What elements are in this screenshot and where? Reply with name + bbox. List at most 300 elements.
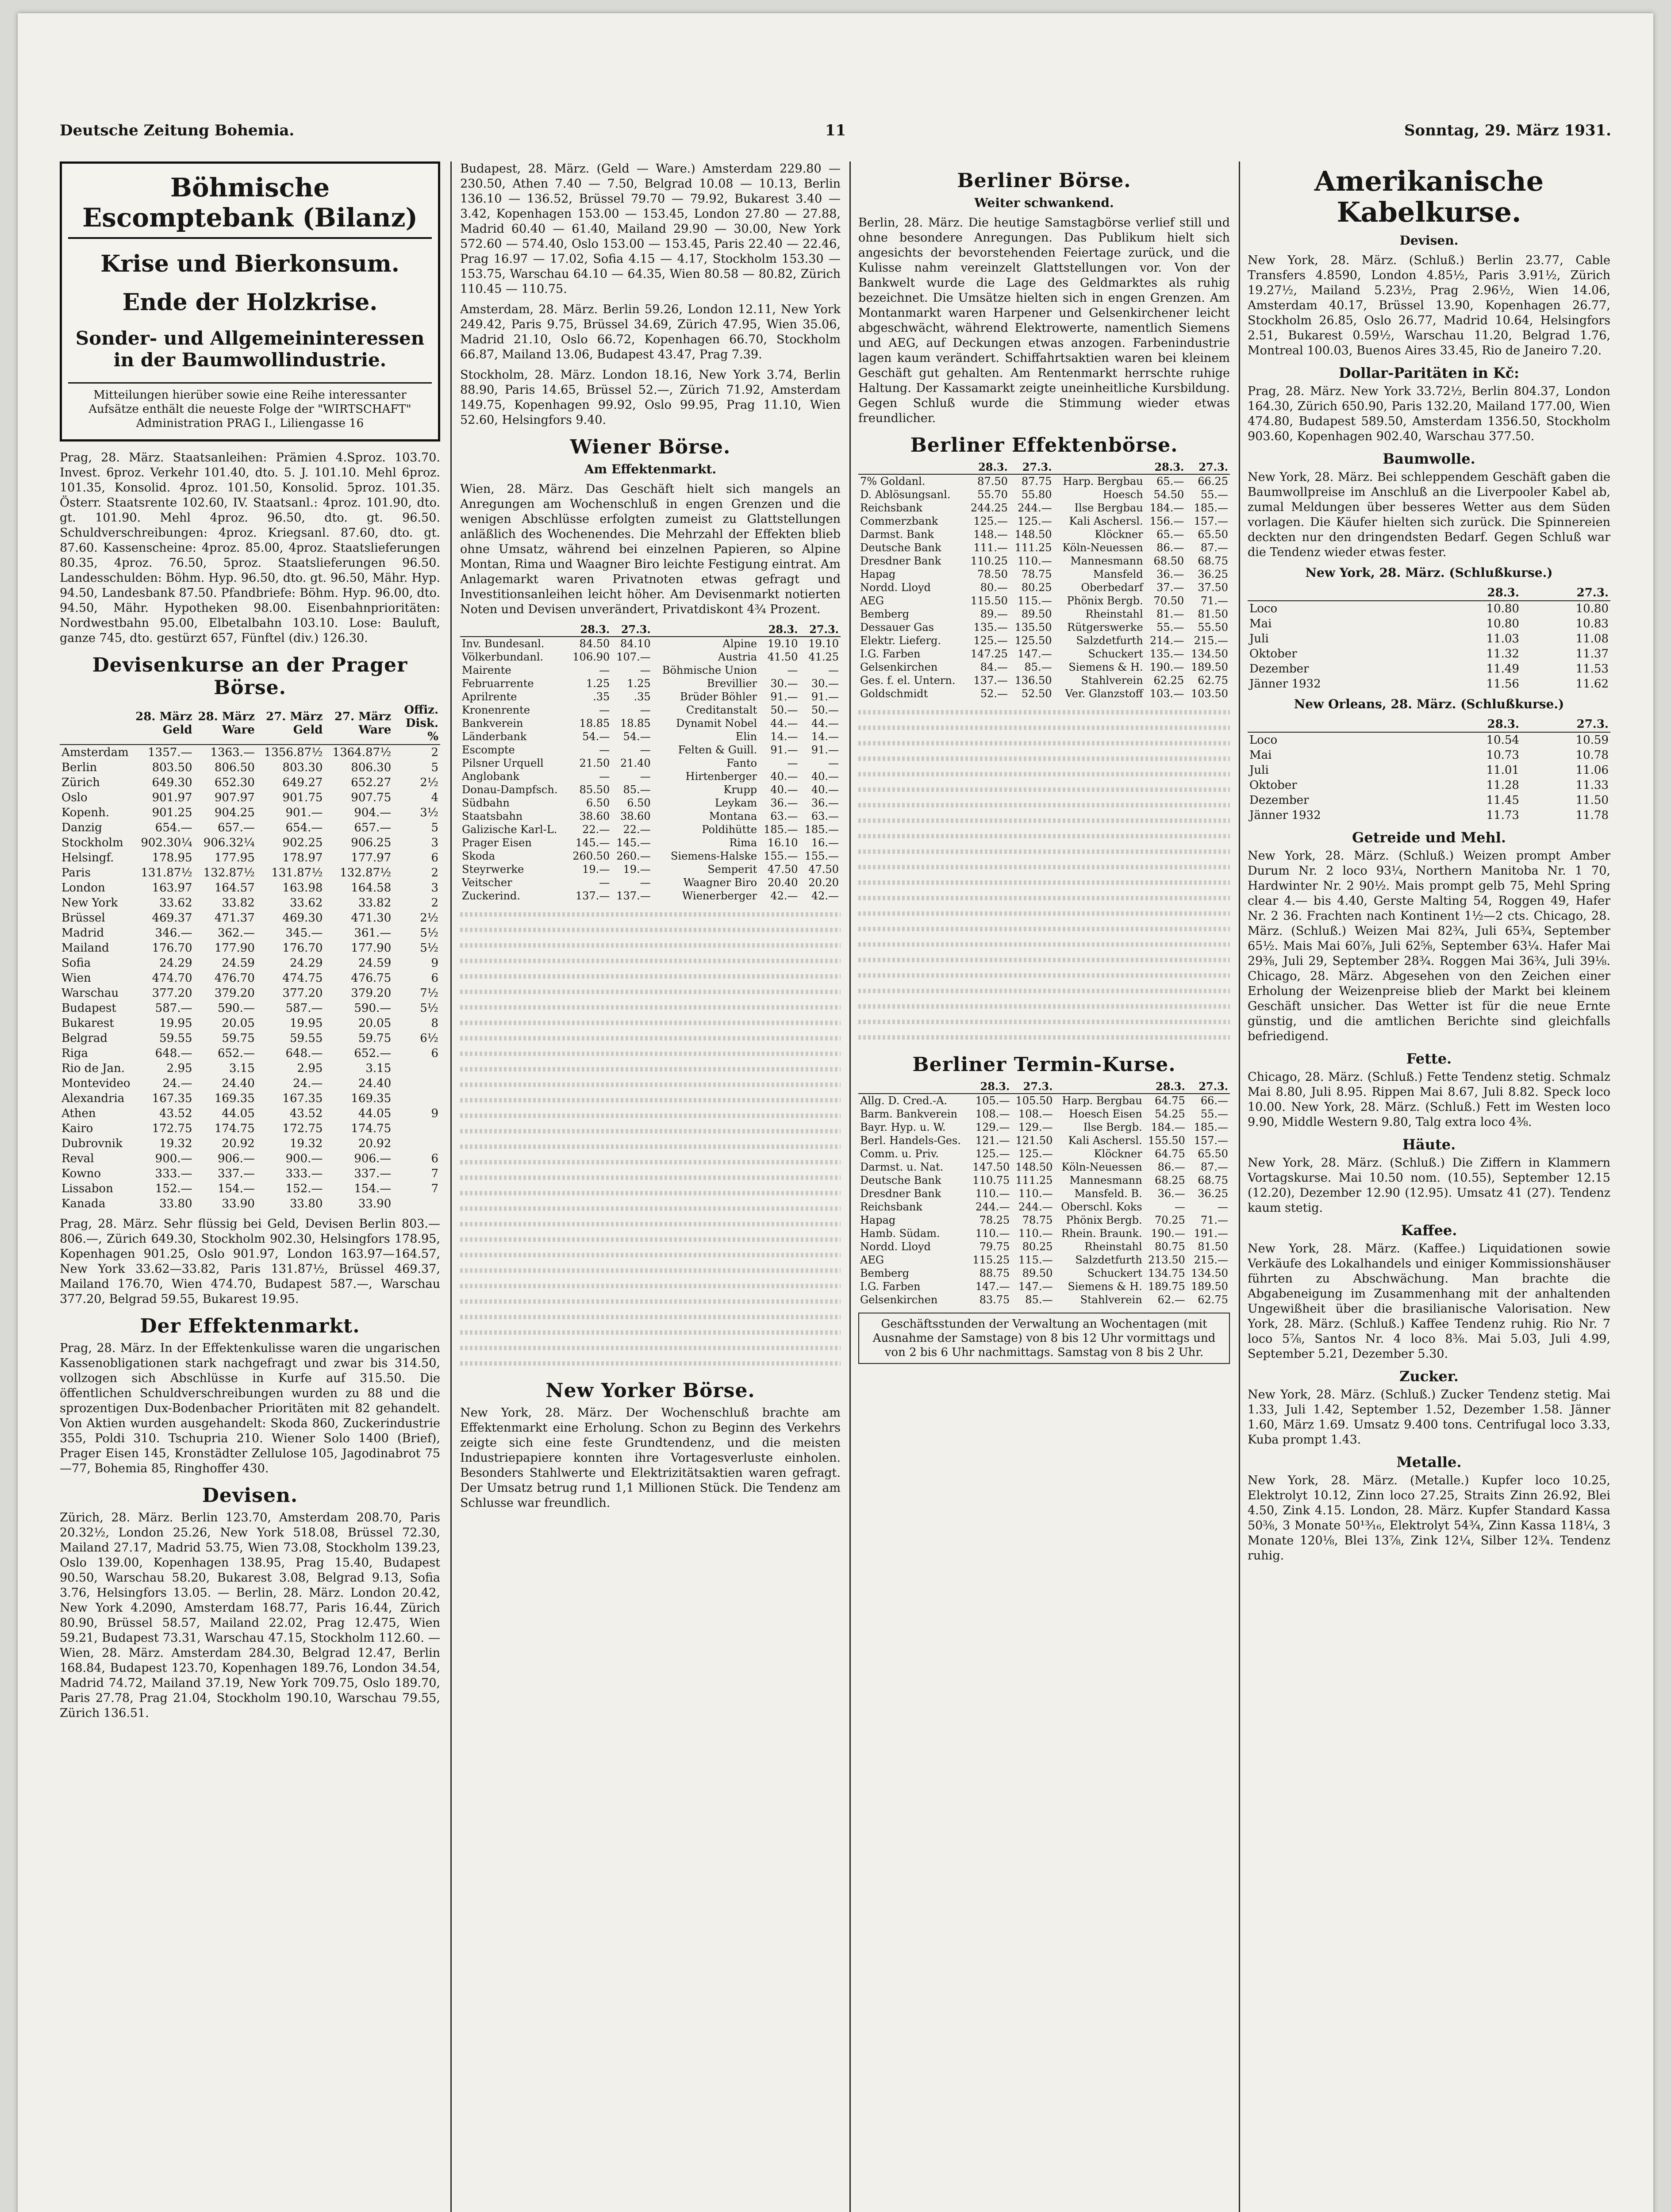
table-cell: 68.50 <box>1153 555 1184 567</box>
table-cell: 649.30 <box>152 776 192 789</box>
table-cell: 87.— <box>1200 1161 1228 1173</box>
table-cell: 476.70 <box>214 972 255 985</box>
table-cell: 84.10 <box>620 637 651 650</box>
table-cell: D. Ablösungsanl. <box>860 488 951 501</box>
table-cell: 377.20 <box>152 987 192 1000</box>
table-row <box>858 674 1230 687</box>
section-subheading: Baumwolle. <box>1383 450 1475 467</box>
table-cell: Dresdner Bank <box>860 555 941 567</box>
table-cell: 157.— <box>1194 1134 1228 1147</box>
table-cell: 902.30¼ <box>141 836 192 849</box>
table-cell: 55.— <box>1156 621 1184 634</box>
table-cell: 19.95 <box>289 1017 323 1030</box>
table-cell: Aprilrente <box>462 691 517 703</box>
table-cell: 10.80 <box>1575 602 1609 615</box>
table-cell: Reval <box>61 1152 94 1165</box>
table-row <box>858 501 1230 515</box>
table-row <box>858 687 1230 700</box>
table-cell: 11.08 <box>1575 632 1609 645</box>
table-cell: 11.62 <box>1575 677 1609 691</box>
table-cell: Donau-Dampfsch. <box>462 783 558 796</box>
table-row <box>460 849 841 863</box>
table-cell: 185.— <box>1194 1121 1228 1133</box>
table-cell: 1.25 <box>627 677 651 690</box>
table-row <box>858 621 1230 634</box>
table-cell: 5½ <box>420 941 438 955</box>
vienna-closing-table <box>460 622 841 902</box>
table-cell: 177.97 <box>351 851 392 864</box>
table-cell: 169.35 <box>214 1092 255 1105</box>
table-row <box>858 1200 1230 1214</box>
table-cell: Darmst. Bank <box>860 528 934 541</box>
table-cell: 19.— <box>582 863 610 876</box>
column-header: 28.3. <box>1432 585 1521 601</box>
table-cell: 469.37 <box>152 911 192 925</box>
column-header: 27.3. <box>1521 585 1610 601</box>
table-cell: 50.— <box>770 704 798 716</box>
table-cell: AEG <box>860 595 884 607</box>
table-cell: 55.— <box>1200 1108 1228 1120</box>
table-cell: — <box>599 664 610 676</box>
table-cell: 43.52 <box>289 1107 323 1120</box>
table-cell: 213.50 <box>1148 1254 1185 1266</box>
newspaper-page <box>18 13 1653 2212</box>
table-cell: Rhein. Braunk. <box>1061 1227 1142 1240</box>
table-cell: 68.75 <box>1198 1174 1228 1187</box>
table-cell: Salzdetfurth <box>1075 1254 1142 1266</box>
table-cell: 901.75 <box>282 791 323 804</box>
column-header: 27.3. <box>611 622 652 637</box>
table-cell: 176.70 <box>152 941 192 955</box>
table-cell: 33.62 <box>159 896 192 910</box>
table-row <box>460 677 841 690</box>
table-cell: 125.50 <box>1014 634 1052 647</box>
table-row <box>460 810 841 823</box>
table-cell: 155.— <box>764 850 798 862</box>
table-row <box>858 1107 1230 1121</box>
table-cell: 105.50 <box>1015 1094 1053 1107</box>
table-cell: 1.25 <box>586 677 610 690</box>
article-text: New York, 28. März. Bei schleppendem Geschäft gaben die Baumwollpreise im Anschluß an die Liverpooler Kabel ab, zumal Meldungen über besseres Wetter aus dem Süden vorlagen. Die Käufer hielten sich zurück. Die Spinnereien deckten nur den dringendsten Bedarf. Gegen Schluß war die Tendenz wieder etwas fester. <box>1248 470 1610 559</box>
table-row <box>858 634 1230 647</box>
table-cell: 44.— <box>811 717 839 730</box>
table-cell: 185.— <box>764 823 798 836</box>
table-cell: 7 <box>431 1182 438 1195</box>
section-subheading: Kaffee. <box>1401 1222 1457 1239</box>
table-cell: 40.— <box>811 783 839 796</box>
table-cell: Reichsbank <box>860 502 922 514</box>
column-header: 28.3. <box>568 622 612 637</box>
table-cell: — <box>640 744 651 756</box>
table-cell: — <box>640 876 651 889</box>
table-cell: 177.95 <box>214 851 255 864</box>
table-cell: 147.25 <box>970 648 1008 660</box>
table-row <box>1248 646 1610 661</box>
table-cell: Ver. Glanzstoff <box>1065 687 1143 700</box>
table-cell: 24.— <box>162 1077 192 1090</box>
table-cell: 134.50 <box>1191 648 1228 660</box>
table-cell: 33.82 <box>358 896 392 910</box>
table-cell: 2.95 <box>297 1062 323 1075</box>
table-cell: 68.75 <box>1198 555 1228 567</box>
table-cell: Dezember <box>1249 662 1309 676</box>
table-cell: 176.70 <box>282 941 323 955</box>
table-cell: 10.80 <box>1486 617 1519 630</box>
article-text: Amsterdam, 28. März. Berlin 59.26, London 12.11, New York 249.42, Paris 9.75, Brüssel 34.69, Zürich 47.95, Wien 35.06, Madrid 21.10, Oslo 66.72, Kopenhagen 66.70, Stockholm 66.87, Mailand 13.06, Budapest 43.47, Prag 7.39. <box>460 303 841 361</box>
article-text: New York, 28. März. (Schluß.) Die Ziffern in Klammern Vortagskurse. Mai 10.50 nom. (10.55), September 12.15 (12.20), Dezember 12.90 (12.95). Umsatz 41 (27). Tendenz kaum stetig. <box>1248 1156 1610 1215</box>
table-cell: 125.— <box>975 1148 1010 1160</box>
table-row <box>60 835 440 850</box>
table-cell: 59.55 <box>289 1032 323 1045</box>
table-cell: 3 <box>431 836 438 849</box>
table-cell: 20.40 <box>767 876 798 889</box>
table-cell: Klöckner <box>1095 528 1143 541</box>
table-row <box>60 820 440 835</box>
table-cell <box>393 1061 440 1076</box>
table-cell: 91.— <box>770 744 798 756</box>
article-text: Wien, 28. März. Das Geschäft hielt sich mangels an Anregungen am Wochenschluß in engen Grenzen und die wenigen Abschlüsse erfolgten zumeist zu Glattstellungen anläßlich des Wochenendes. Die Mehrzahl der Effekten blieb ohne Umsatz, während bei einzelnen Papieren, so Alpine Montan, Rima und Waagner Biro leichte Festigung eintrat. Am Anlagemarkt waren Privatnoten etwas gefragt und Investitionsanleihen leicht höher. Am Devisenmarkt notierten Noten und Devisen unverändert, Privatdiskont 4¾ Prozent. <box>460 482 841 616</box>
table-cell: 147.— <box>1018 1280 1053 1293</box>
column-header <box>1248 585 1432 601</box>
table-cell: 110.25 <box>970 555 1008 567</box>
table-cell: Paris <box>61 866 91 879</box>
table-cell: 333.— <box>285 1167 323 1180</box>
table-cell: New York <box>61 896 118 910</box>
table-cell: 136.50 <box>1014 674 1052 687</box>
table-cell: Warschau <box>61 987 119 1000</box>
table-cell: 78.75 <box>1022 1214 1053 1226</box>
table-cell: 190.— <box>1149 661 1184 673</box>
table-cell: 174.75 <box>214 1122 255 1135</box>
column-header: 27.3. <box>800 622 841 637</box>
table-cell: 24.59 <box>222 956 255 970</box>
table-cell: Montevideo <box>61 1077 131 1090</box>
table-cell: Gelsenkirchen <box>860 661 938 673</box>
table-row <box>858 568 1230 581</box>
table-row <box>60 941 440 956</box>
table-cell: Reichsbank <box>860 1201 922 1213</box>
table-cell: — <box>640 664 651 676</box>
table-cell <box>393 1076 440 1091</box>
article-text: New York, 28. März. (Schluß.) Berlin 23.77, Cable Transfers 4.8590, London 4.85½, Paris 3.91½, Zürich 19.27½, Mailand 5.23½, Prag 2.96½, Wien 14.06, Amsterdam 40.17, Brüssel 13.90, Kopenhagen 26.77, Stockholm 26.85, Oslo 26.77, Madrid 10.64, Helsingfors 2.51, Bukarest 0.59½, Warschau 11.20, Belgrad 1.76, Montreal 100.03, Buenos Aires 33.45, Rio de Janeiro 7.20. <box>1248 253 1610 357</box>
table-cell: 59.75 <box>222 1032 255 1045</box>
table-cell: 648.— <box>155 1047 192 1060</box>
table-cell: 91.— <box>811 744 839 756</box>
article-text: Chicago, 28. März. (Schluß.) Fette Tendenz stetig. Schmalz Mai 8.80, Juli 8.95. Rippen Mai 8.67, Juli 8.82. Speck loco 10.00. New York, 28. März. (Schluß.) Fett im Westen loco 9.90, Middle Western 9.80, Talg extra loco 4⅜. <box>1248 1070 1610 1129</box>
table-cell: 40.— <box>811 770 839 783</box>
table-cell: 174.75 <box>351 1122 392 1135</box>
table-cell: 244.25 <box>970 502 1008 514</box>
table-cell: 9 <box>431 1107 438 1120</box>
table-cell: 81.50 <box>1198 608 1228 620</box>
table-cell: 167.35 <box>152 1092 192 1105</box>
table-cell: Austria <box>718 651 757 663</box>
table-cell: 6.50 <box>586 797 610 809</box>
table-cell: Kairo <box>61 1122 93 1135</box>
table-cell: Kopenh. <box>61 806 110 819</box>
table-cell: 33.80 <box>159 1197 192 1210</box>
table-cell: Wienerberger <box>682 890 757 902</box>
table-cell: 16.10 <box>767 837 798 849</box>
table-cell: 66.25 <box>1198 475 1228 488</box>
table-cell: 178.95 <box>152 851 192 864</box>
table-cell: Hapag <box>860 1214 896 1226</box>
table-cell: 47.50 <box>808 863 839 876</box>
table-row <box>858 1187 1230 1200</box>
table-cell: Danzig <box>61 821 102 834</box>
table-cell <box>393 1196 440 1211</box>
column-header: 27. März Geld <box>257 703 325 745</box>
article-text: Budapest, 28. März. (Geld — Ware.) Amsterdam 229.80 — 230.50, Athen 7.40 — 7.50, Belgrad 10.08 — 10.13, Berlin 136.10 — 136.52, Brüssel 79.70 — 79.92, Bukarest 3.40 — 3.42, Kopenhagen 153.00 — 153.45, London 27.80 — 27.88, Madrid 60.40 — 61.40, Mailand 29.90 — 30.00, New York 572.60 — 574.40, Oslo 153.00 — 153.45, Paris 22.40 — 22.46, Prag 16.97 — 17.02, Sofia 4.15 — 4.17, Stockholm 153.30 — 153.75, Warschau 64.10 — 64.35, Wien 80.58 — 80.82, Zürich 110.45 — 110.75. <box>460 162 841 296</box>
table-row <box>1248 808 1610 823</box>
table-cell: Dezember <box>1249 794 1309 807</box>
table-row <box>60 1121 440 1136</box>
table-cell: — <box>828 664 839 676</box>
table-cell: 30.— <box>811 677 839 690</box>
table-cell: Comm. u. Priv. <box>860 1148 939 1160</box>
table-cell: 906.— <box>217 1152 255 1165</box>
table-cell: 89.50 <box>1021 608 1052 620</box>
table-row <box>460 743 841 757</box>
table-cell: 6½ <box>420 1032 438 1045</box>
table-row <box>858 1134 1230 1147</box>
office-hours-notice: Geschäftsstunden der Verwaltung an Wochentagen (mit Ausnahme der Samstage) von 8 bis 12 Uhr vormittags und von 2 bis 6 Uhr nachmittags. Samstag von 8 bis 2 Uhr. <box>858 1313 1230 1364</box>
table-row <box>60 926 440 941</box>
table-cell: 8 <box>431 1017 438 1030</box>
table-cell: Zürich <box>61 776 100 789</box>
table-cell: 10.54 <box>1486 733 1519 747</box>
table-row <box>1248 661 1610 676</box>
table-cell: 115.50 <box>970 595 1008 607</box>
table-cell: Mansfeld. B. <box>1074 1187 1142 1200</box>
table-cell: Krupp <box>723 783 757 796</box>
table-cell: Hoesch <box>1102 488 1143 501</box>
table-cell: Kali Aschersl. <box>1068 1134 1142 1147</box>
column-3 <box>858 161 1230 2212</box>
cotton-neworleans-table <box>1248 717 1610 823</box>
table-cell: 3.15 <box>365 1062 392 1075</box>
table-cell: 38.60 <box>579 810 610 822</box>
table-cell: Oberschl. Koks <box>1061 1201 1142 1213</box>
table-cell: — <box>640 704 651 716</box>
table-cell: 85.— <box>623 783 651 796</box>
table-cell: 108.— <box>975 1108 1010 1120</box>
cotton-newyork-table <box>1248 585 1610 691</box>
table-cell: 80.25 <box>1022 1240 1053 1253</box>
table-cell: 189.50 <box>1191 1280 1228 1293</box>
table-cell: 70.50 <box>1153 595 1184 607</box>
table-cell: 902.25 <box>282 836 323 849</box>
table-row <box>858 1147 1230 1160</box>
table-cell: 152.— <box>155 1182 192 1195</box>
table-cell: 47.50 <box>767 863 798 876</box>
table-cell: 900.— <box>285 1152 323 1165</box>
table-cell: 244.— <box>1018 1201 1053 1213</box>
table-cell: Bemberg <box>860 1267 909 1279</box>
table-cell: 476.75 <box>351 972 392 985</box>
table-cell: 19.10 <box>767 637 798 650</box>
table-cell: Stockholm <box>61 836 123 849</box>
table-cell: 85.— <box>1025 1294 1053 1306</box>
table-row <box>460 757 841 770</box>
table-cell: 81.50 <box>1198 1240 1228 1253</box>
table-cell: 177.90 <box>214 941 255 955</box>
table-cell: 652.27 <box>351 776 392 789</box>
table-row <box>60 1061 440 1076</box>
table-cell: Bemberg <box>860 608 909 620</box>
table-cell: 89.— <box>980 608 1008 620</box>
table-cell: 52.— <box>980 687 1008 700</box>
table-row <box>60 895 440 910</box>
table-row <box>1248 631 1610 646</box>
table-cell: 5 <box>431 761 438 774</box>
table-cell: 6 <box>431 972 438 985</box>
table-cell: Commerzbank <box>860 515 938 527</box>
column-header <box>1054 1079 1144 1094</box>
table-cell: 125.— <box>973 634 1008 647</box>
newspaper-name: Deutsche Zeitung Bohemia. <box>60 122 295 139</box>
table-cell: 590.— <box>217 1002 255 1015</box>
table-cell: Mai <box>1249 749 1272 762</box>
table-cell: Klöckner <box>1094 1148 1142 1160</box>
table-cell: 2½ <box>420 911 438 925</box>
table-cell: 14.— <box>770 730 798 743</box>
table-row <box>460 823 841 836</box>
article-text: Berlin, 28. März. Die heutige Samstagbörse verlief still und ohne besondere Anregungen. Das Publikum hielt sich angesichts der bevorstehenden Feiertage zurück, und die Kulisse nahm vereinzelt Glattstellungen vor. Von der Bankwelt wurde die Lage des Geldmarktes als ruhig bezeichnet. Die Umsätze hielten sich in engen Grenzen. Am Montanmarkt waren Harpener und Gelsenkirchener leicht abgeschwächt, während Elektrowerte, namentlich Siemens und AEG, auf Deckungen etwas anzogen. Farbenindustrie lagen kaum verändert. Schiffahrtsaktien waren bei kleinem Geschäft gut gehalten. Am Rentenmarkt herrschte ruhige Haltung. Der Kassamarkt zeigte uneinheitliche Kursbildung. Gegen Schluß wurde die Stimmung wieder etwas freundlicher. <box>858 216 1230 425</box>
table-cell: Elektr. Lieferg. <box>860 634 941 647</box>
table-row <box>60 910 440 926</box>
table-cell: Rheinstahl <box>1085 608 1143 620</box>
column-header: 27.3. <box>1521 717 1610 732</box>
table-row <box>858 1293 1230 1306</box>
table-cell: 62.75 <box>1198 674 1228 687</box>
table-cell: 5½ <box>420 1002 438 1015</box>
table-cell: 10.78 <box>1575 749 1609 762</box>
table-cell: 11.56 <box>1486 677 1519 691</box>
table-cell: Prager Eisen <box>462 837 532 849</box>
berlin-stocks-table <box>858 460 1230 700</box>
table-cell: Rheinstahl <box>1084 1240 1142 1253</box>
table-cell: 84.— <box>980 661 1008 673</box>
table-cell: 125.— <box>1018 1148 1053 1160</box>
table-cell: 22.— <box>582 823 610 836</box>
table-cell: 115.— <box>1018 1254 1053 1266</box>
table-cell: Hapag <box>860 568 896 580</box>
section-subheading: Zucker. <box>1399 1368 1459 1385</box>
table-row <box>60 1166 440 1181</box>
table-cell: 10.80 <box>1486 602 1519 615</box>
ad-headline: Sonder- und Allgemeininteressen in der Baumwollindustrie. <box>75 327 425 371</box>
table-cell: 129.— <box>1018 1121 1053 1133</box>
table-cell: Creditanstalt <box>686 704 757 716</box>
fx-rates-table <box>60 703 440 1211</box>
table-cell: 587.— <box>285 1002 323 1015</box>
table-row <box>858 474 1230 488</box>
table-cell: 907.97 <box>214 791 255 804</box>
table-cell: 244.— <box>975 1201 1010 1213</box>
table-cell: Mannesmann <box>1069 1174 1142 1187</box>
table-row <box>858 1174 1230 1187</box>
table-cell: 38.60 <box>620 810 651 822</box>
column-header <box>653 622 759 637</box>
table-cell: Montana <box>709 810 757 822</box>
table-cell: 44.05 <box>358 1107 392 1120</box>
table-cell: 2½ <box>420 776 438 789</box>
table-cell: 50.— <box>811 704 839 716</box>
table-cell: 80.— <box>980 581 1008 594</box>
table-cell: 36.— <box>770 797 798 809</box>
table-cell: 7% Goldanl. <box>860 475 926 488</box>
column-header <box>1248 717 1432 732</box>
table-cell: 7 <box>431 1167 438 1180</box>
table-cell: Brüssel <box>61 911 105 925</box>
table-cell: 11.53 <box>1575 662 1609 676</box>
table-cell: Semperit <box>707 863 757 876</box>
table-cell: 184.— <box>1149 502 1184 514</box>
table-row <box>60 1151 440 1166</box>
table-cell: 37.50 <box>1198 581 1228 594</box>
table-cell: Harp. Bergbau <box>1062 1094 1142 1107</box>
table-cell: 24.59 <box>358 956 392 970</box>
table-cell: Veitscher <box>462 876 512 889</box>
table-cell: 55.50 <box>1198 621 1228 634</box>
table-cell: 806.30 <box>351 761 392 774</box>
table-cell: — <box>599 744 610 756</box>
column-header: 28. März Geld <box>132 703 194 745</box>
table-cell: 900.— <box>155 1152 192 1165</box>
table-cell: 111.25 <box>1014 541 1052 554</box>
table-cell: 474.75 <box>282 972 323 985</box>
table-cell: 135.50 <box>1014 621 1052 634</box>
table-cell: 87.— <box>1200 541 1228 554</box>
table-cell: 20.05 <box>222 1017 255 1030</box>
table-cell: 20.20 <box>808 876 839 889</box>
table-cell: 19.32 <box>289 1137 323 1150</box>
table-cell: 33.90 <box>222 1197 255 1210</box>
table-cell: Schuckert <box>1087 1267 1142 1279</box>
section-heading: Berliner Effektenbörse. <box>910 434 1178 457</box>
table-cell <box>393 1136 440 1151</box>
table-cell: 66.— <box>1200 1094 1228 1107</box>
table-cell: 55.80 <box>1021 488 1052 501</box>
table-cell: Mailand <box>61 941 109 955</box>
table-cell: 244.— <box>1018 502 1052 514</box>
table-row <box>460 863 841 876</box>
table-cell: 19.32 <box>159 1137 192 1150</box>
table-cell: 474.70 <box>152 972 192 985</box>
table-cell: 103.50 <box>1191 687 1228 700</box>
table-cell: Stahlverein <box>1081 674 1143 687</box>
table-cell: 10.73 <box>1486 749 1519 762</box>
table-cell: Brevillier <box>707 677 757 690</box>
table-cell: Salzdetfurth <box>1076 634 1143 647</box>
table-cell: Ilse Bergb. <box>1083 1121 1142 1133</box>
table-cell: — <box>787 757 798 769</box>
section-heading: New Yorker Börse. <box>545 1379 755 1402</box>
table-cell: Lissabon <box>61 1182 113 1195</box>
table-row <box>858 515 1230 528</box>
table-cell: 110.— <box>1018 1227 1053 1240</box>
table-cell: 111.— <box>973 541 1008 554</box>
table-cell: Darmst. u. Nat. <box>860 1161 944 1173</box>
table-cell: Phönix Bergb. <box>1066 1214 1142 1226</box>
illegible-listing <box>460 907 841 1371</box>
table-cell: Völkerbundanl. <box>462 651 544 663</box>
table-cell: — <box>1218 1201 1228 1213</box>
table-cell: 36.25 <box>1198 1187 1228 1200</box>
table-cell: Harp. Bergbau <box>1063 475 1143 488</box>
table-cell: 4 <box>431 791 438 804</box>
